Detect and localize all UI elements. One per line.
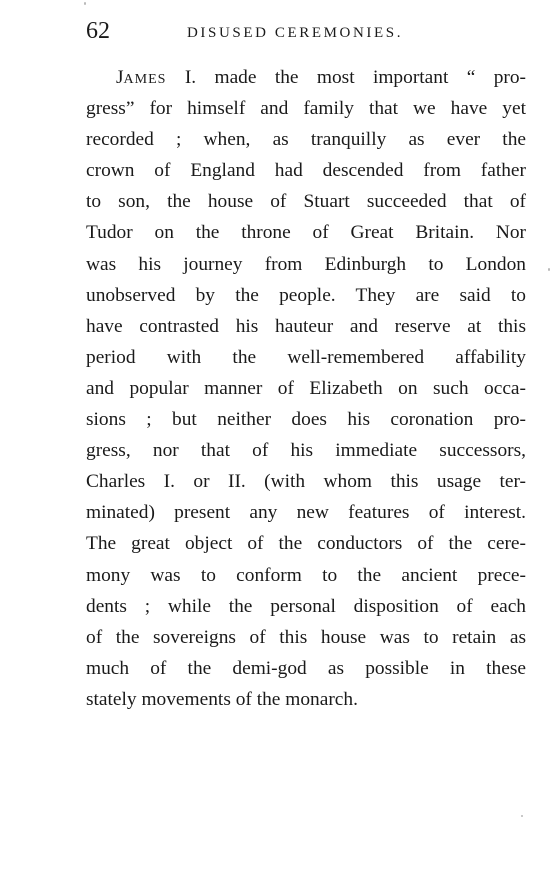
paper-speck	[521, 815, 523, 817]
text-line: mony was to conform to the ancient prece-	[86, 564, 526, 586]
text-line: and popular manner of Elizabeth on such occa-	[86, 377, 526, 399]
text-line: period with the well-remembered affability	[86, 346, 526, 368]
text-line: was his journey from Edinburgh to London	[86, 253, 526, 275]
page-number: 62	[86, 18, 110, 44]
body-paragraph	[86, 62, 526, 715]
running-head: DISUSED CEREMONIES.	[187, 25, 404, 41]
text-line: The great object of the conductors of the cere-	[86, 533, 526, 555]
text-line: crown of England had descended from father	[86, 160, 526, 182]
paper-speck	[548, 268, 550, 271]
page-header	[86, 14, 526, 48]
text-line: gress, nor that of his immediate successors,	[86, 440, 526, 462]
text-line: much of the demi-god as possible in these	[86, 657, 526, 679]
paper-speck	[84, 2, 86, 5]
text-line: minated) present any new features of interest.	[86, 502, 526, 524]
text-line: recorded ; when, as tranquilly as ever the	[86, 129, 526, 151]
text-line: of the sovereigns of this house was to retain as	[86, 626, 526, 648]
text-line: Tudor on the throne of Great Britain. Nor	[86, 222, 526, 244]
text-line: stately movements of the monarch.	[86, 688, 358, 710]
text-line: James I. made the most important “ pro-	[116, 67, 526, 88]
text-line: sions ; but neither does his coronation pro-	[86, 409, 526, 431]
text-line: have contrasted his hauteur and reserve at this	[86, 315, 526, 337]
text-line: unobserved by the people. They are said to	[86, 284, 526, 306]
text-line: to son, the house of Stuart succeeded that of	[86, 191, 526, 213]
text-line: dents ; while the personal disposition of each	[86, 595, 526, 617]
text-line: gress” for himself and family that we have yet	[86, 98, 526, 120]
text-line: Charles I. or II. (with whom this usage ter-	[86, 471, 526, 493]
